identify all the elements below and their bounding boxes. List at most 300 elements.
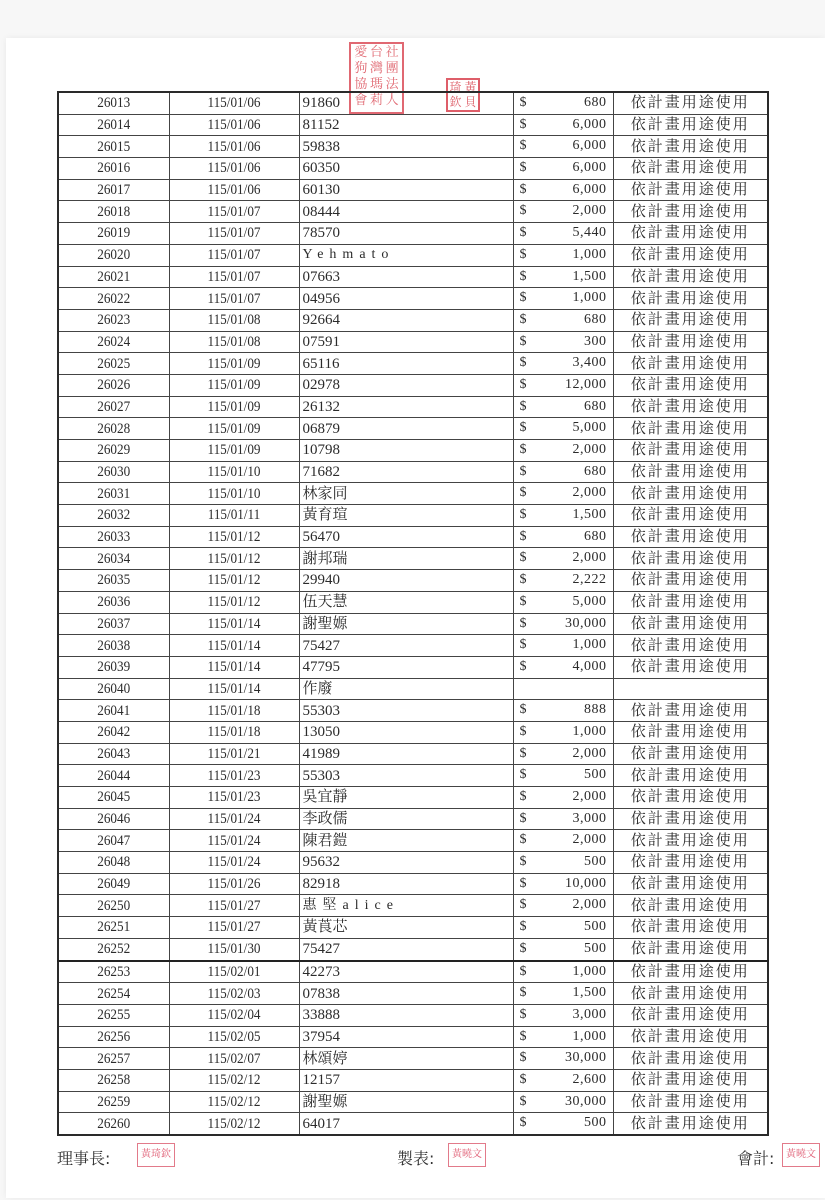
receipt-date: 115/01/18	[177, 700, 291, 722]
currency-symbol: $	[519, 1071, 527, 1087]
ledger-row	[58, 830, 768, 852]
receipt-number: 26013	[65, 92, 163, 114]
receipt-number: 26025	[65, 353, 163, 375]
receipt-date: 115/01/08	[177, 309, 291, 331]
receipt-date: 115/01/14	[177, 635, 291, 657]
receipt-number: 26026	[65, 374, 163, 396]
receipt-date: 115/01/23	[177, 787, 291, 809]
receipt-date: 115/01/12	[177, 591, 291, 613]
amount-cell	[513, 309, 613, 331]
receipt-number: 26027	[65, 396, 163, 418]
receipt-date: 115/01/18	[177, 721, 291, 743]
amount-value: 500	[584, 854, 607, 870]
ledger-row	[58, 353, 768, 375]
amount-cell	[513, 830, 613, 852]
amount-cell	[513, 787, 613, 809]
donor-name: 惠堅alice	[299, 895, 513, 917]
receipt-date: 115/01/06	[177, 158, 291, 180]
amount-cell	[513, 440, 613, 462]
ledger-row	[58, 983, 768, 1005]
currency-symbol: $	[519, 463, 527, 479]
receipt-number: 26038	[65, 635, 163, 657]
amount-cell	[513, 505, 613, 527]
receipt-date: 115/01/10	[177, 461, 291, 483]
ledger-row	[58, 1069, 768, 1091]
receipt-number: 26021	[65, 266, 163, 288]
amount-value: 680	[584, 311, 607, 327]
receipt-date: 115/01/24	[177, 852, 291, 874]
ledger-row	[58, 526, 768, 548]
receipt-date: 115/01/07	[177, 201, 291, 223]
receipt-date: 115/02/05	[177, 1026, 291, 1048]
receipt-date: 115/01/07	[177, 223, 291, 245]
currency-symbol: $	[519, 702, 527, 718]
usage-note: 依計畫用途使用	[613, 743, 768, 765]
amount-cell	[513, 223, 613, 245]
receipt-date: 115/02/01	[177, 961, 291, 983]
receipt-number: 26030	[65, 461, 163, 483]
amount-value: 1,000	[572, 637, 607, 653]
amount-value: 680	[584, 398, 607, 414]
amount-value: 12,000	[565, 376, 607, 392]
receipt-number: 26260	[65, 1113, 163, 1135]
usage-note: 依計畫用途使用	[613, 830, 768, 852]
receipt-date: 115/01/27	[177, 917, 291, 939]
ledger-row	[58, 721, 768, 743]
receipt-number: 26251	[65, 917, 163, 939]
donor-name: 92664	[299, 309, 513, 331]
currency-symbol: $	[519, 225, 527, 241]
donor-name: 60350	[299, 158, 513, 180]
amount-cell	[513, 396, 613, 418]
currency-symbol: $	[519, 116, 527, 132]
donor-name: 33888	[299, 1004, 513, 1026]
amount-value: 5,000	[572, 420, 607, 436]
amount-value: 6,000	[572, 138, 607, 154]
usage-note: 依計畫用途使用	[613, 1026, 768, 1048]
usage-note: 依計畫用途使用	[613, 570, 768, 592]
receipt-date: 115/01/14	[177, 678, 291, 700]
usage-note: 依計畫用途使用	[613, 1091, 768, 1113]
amount-cell	[513, 635, 613, 657]
ledger-row	[58, 1048, 768, 1070]
receipt-number: 26049	[65, 873, 163, 895]
ledger-row	[58, 483, 768, 505]
receipt-number: 26047	[65, 830, 163, 852]
receipt-date: 115/01/12	[177, 570, 291, 592]
receipt-number: 26016	[65, 158, 163, 180]
chair-label: 理事長:	[57, 1149, 111, 1168]
receipt-date: 115/01/09	[177, 418, 291, 440]
ledger-row	[58, 331, 768, 353]
amount-cell	[513, 201, 613, 223]
donor-name: 82918	[299, 873, 513, 895]
usage-note: 依計畫用途使用	[613, 266, 768, 288]
currency-symbol: $	[519, 1006, 527, 1022]
currency-symbol: $	[519, 985, 527, 1001]
donor-name: 13050	[299, 721, 513, 743]
ledger-row	[58, 461, 768, 483]
seal-char: 社	[385, 45, 399, 60]
currency-symbol: $	[519, 723, 527, 739]
usage-note: 依計畫用途使用	[613, 483, 768, 505]
ledger-row	[58, 1113, 768, 1135]
usage-note: 依計畫用途使用	[613, 223, 768, 245]
ledger-row	[58, 613, 768, 635]
receipt-number: 26039	[65, 656, 163, 678]
currency-symbol: $	[519, 95, 527, 110]
amount-cell	[513, 158, 613, 180]
receipt-number: 26029	[65, 440, 163, 462]
usage-note: 依計畫用途使用	[613, 721, 768, 743]
currency-symbol: $	[519, 160, 527, 176]
amount-value: 30,000	[565, 1093, 607, 1109]
ledger-row	[58, 591, 768, 613]
amount-value: 2,000	[572, 745, 607, 761]
receipt-date: 115/01/06	[177, 92, 291, 114]
receipt-number: 26036	[65, 591, 163, 613]
amount-cell	[513, 1026, 613, 1048]
receipt-number: 26014	[65, 114, 163, 136]
usage-note: 依計畫用途使用	[613, 526, 768, 548]
donor-name: 陳君鎧	[299, 830, 513, 852]
accountant-signature-stamp: 黃曉文	[782, 1143, 820, 1167]
currency-symbol: $	[519, 420, 527, 436]
amount-value: 10,000	[565, 875, 607, 891]
donor-name: 42273	[299, 961, 513, 983]
receipt-date: 115/01/09	[177, 440, 291, 462]
usage-note: 依計畫用途使用	[613, 1004, 768, 1026]
receipt-number: 26250	[65, 895, 163, 917]
receipt-date: 115/02/04	[177, 1004, 291, 1026]
donor-name: 65116	[299, 353, 513, 375]
receipt-number: 26028	[65, 418, 163, 440]
receipt-date: 115/01/11	[177, 505, 291, 527]
amount-cell	[513, 721, 613, 743]
receipt-date: 115/01/30	[177, 938, 291, 960]
receipt-date: 115/01/08	[177, 331, 291, 353]
usage-note: 依計畫用途使用	[613, 548, 768, 570]
ledger-row	[58, 158, 768, 180]
donor-name: 78570	[299, 223, 513, 245]
donor-name: 07663	[299, 266, 513, 288]
receipt-date: 115/01/23	[177, 765, 291, 787]
amount-cell	[513, 765, 613, 787]
donor-name: 60130	[299, 179, 513, 201]
receipt-number: 26257	[65, 1048, 163, 1070]
seal-char: 台	[369, 45, 383, 60]
usage-note: 依計畫用途使用	[613, 461, 768, 483]
receipt-number: 26258	[65, 1069, 163, 1091]
usage-note: 依計畫用途使用	[613, 1113, 768, 1135]
amount-cell	[513, 852, 613, 874]
amount-cell	[513, 331, 613, 353]
amount-value: 3,000	[572, 810, 607, 826]
amount-value: 1,500	[572, 985, 607, 1001]
receipt-number: 26252	[65, 938, 163, 960]
receipt-date: 115/01/14	[177, 656, 291, 678]
receipt-date: 115/01/10	[177, 483, 291, 505]
receipt-number: 26259	[65, 1091, 163, 1113]
usage-note: 依計畫用途使用	[613, 983, 768, 1005]
usage-note: 依計畫用途使用	[613, 961, 768, 983]
amount-value: 2,000	[572, 485, 607, 501]
currency-symbol: $	[519, 355, 527, 371]
donor-name: 04956	[299, 288, 513, 310]
donor-name: Yehmato	[299, 244, 513, 266]
usage-note: 依計畫用途使用	[613, 613, 768, 635]
receipt-date: 115/01/12	[177, 548, 291, 570]
usage-note: 依計畫用途使用	[613, 158, 768, 180]
donor-name: 李政儒	[299, 808, 513, 830]
receipt-date: 115/02/03	[177, 983, 291, 1005]
receipt-number: 26253	[65, 961, 163, 983]
donor-name: 37954	[299, 1026, 513, 1048]
amount-value: 6,000	[572, 116, 607, 132]
usage-note: 依計畫用途使用	[613, 201, 768, 223]
currency-symbol: $	[519, 181, 527, 197]
ledger-row	[58, 288, 768, 310]
donor-name: 26132	[299, 396, 513, 418]
amount-value: 30,000	[565, 1050, 607, 1066]
currency-symbol: $	[519, 832, 527, 848]
receipt-date: 115/01/26	[177, 873, 291, 895]
seal-char: 法	[385, 77, 399, 92]
amount-cell	[513, 461, 613, 483]
donor-name: 71682	[299, 461, 513, 483]
usage-note: 依計畫用途使用	[613, 808, 768, 830]
usage-note: 依計畫用途使用	[613, 92, 768, 114]
donor-name: 10798	[299, 440, 513, 462]
donor-name: 黃莨芯	[299, 917, 513, 939]
receipt-number: 26040	[65, 678, 163, 700]
donor-name: 75427	[299, 938, 513, 960]
donor-name: 02978	[299, 374, 513, 396]
ledger-row	[58, 418, 768, 440]
seal-char: 會	[354, 93, 368, 108]
receipt-number: 26046	[65, 808, 163, 830]
amount-cell	[513, 917, 613, 939]
amount-value: 680	[584, 463, 607, 479]
ledger-row	[58, 92, 768, 114]
preparer-label: 製表:	[397, 1149, 435, 1168]
usage-note: 依計畫用途使用	[613, 396, 768, 418]
chair-signature-stamp: 黃琦欽	[137, 1143, 175, 1167]
donor-name: 41989	[299, 743, 513, 765]
amount-cell	[513, 700, 613, 722]
donor-name: 47795	[299, 656, 513, 678]
seal-char: 愛	[354, 45, 368, 60]
currency-symbol: $	[519, 485, 527, 501]
amount-cell	[513, 1048, 613, 1070]
currency-symbol: $	[519, 810, 527, 826]
usage-note: 依計畫用途使用	[613, 331, 768, 353]
donor-name: 55303	[299, 700, 513, 722]
amount-value: 1,000	[572, 246, 607, 262]
currency-symbol: $	[519, 1028, 527, 1044]
ledger-row	[58, 223, 768, 245]
receipt-date: 115/01/09	[177, 396, 291, 418]
currency-symbol: $	[519, 875, 527, 891]
currency-symbol: $	[519, 658, 527, 674]
usage-note: 依計畫用途使用	[613, 244, 768, 266]
receipt-number: 26020	[65, 244, 163, 266]
amount-cell	[513, 983, 613, 1005]
usage-note: 依計畫用途使用	[613, 136, 768, 158]
amount-cell	[513, 1113, 613, 1135]
currency-symbol: $	[519, 897, 527, 913]
amount-value: 2,000	[572, 442, 607, 457]
receipt-date: 115/01/24	[177, 808, 291, 830]
amount-value: 680	[584, 528, 607, 544]
ledger-row	[58, 961, 768, 983]
amount-cell	[513, 591, 613, 613]
currency-symbol: $	[519, 745, 527, 761]
amount-value: 5,440	[572, 225, 607, 241]
ledger-row	[58, 808, 768, 830]
ledger-row	[58, 656, 768, 678]
receipt-date: 115/01/27	[177, 895, 291, 917]
currency-symbol: $	[519, 963, 527, 979]
donor-name: 81152	[299, 114, 513, 136]
amount-value: 4,000	[572, 658, 607, 674]
amount-value: 2,000	[572, 789, 607, 804]
amount-cell	[513, 526, 613, 548]
ledger-row	[58, 852, 768, 874]
currency-symbol: $	[519, 940, 527, 956]
receipt-number: 26254	[65, 983, 163, 1005]
ledger-row	[58, 635, 768, 657]
receipt-number: 26048	[65, 852, 163, 874]
usage-note: 依計畫用途使用	[613, 1048, 768, 1070]
usage-note: 依計畫用途使用	[613, 656, 768, 678]
receipt-date: 115/01/06	[177, 114, 291, 136]
donor-name: 作廢	[299, 678, 513, 700]
amount-cell	[513, 895, 613, 917]
seal-char: 莉	[369, 93, 383, 108]
ledger-row	[58, 938, 768, 960]
seal-char: 人	[385, 93, 399, 108]
ledger-row	[58, 505, 768, 527]
seal-char: 灣	[369, 61, 383, 76]
donor-name: 06879	[299, 418, 513, 440]
amount-value: 1,000	[572, 963, 607, 979]
ledger-row	[58, 873, 768, 895]
receipt-number: 26256	[65, 1026, 163, 1048]
currency-symbol: $	[519, 290, 527, 306]
amount-cell	[513, 656, 613, 678]
donor-name: 謝聖嫄	[299, 1091, 513, 1113]
receipt-date: 115/01/09	[177, 374, 291, 396]
seal-char: 團	[385, 61, 399, 76]
ledger-row	[58, 374, 768, 396]
donor-name: 林家同	[299, 483, 513, 505]
ledger-row	[58, 678, 768, 700]
usage-note: 依計畫用途使用	[613, 852, 768, 874]
seal-char: 欽	[449, 95, 462, 109]
amount-cell	[513, 1091, 613, 1113]
receipt-number: 26042	[65, 721, 163, 743]
amount-cell	[513, 483, 613, 505]
receipt-date: 115/01/14	[177, 613, 291, 635]
usage-note: 依計畫用途使用	[613, 873, 768, 895]
ledger-row	[58, 1026, 768, 1048]
amount-value: 1,000	[572, 723, 607, 739]
receipt-number: 26045	[65, 787, 163, 809]
currency-symbol: $	[519, 442, 527, 457]
amount-cell	[513, 374, 613, 396]
donor-name: 黃育瑄	[299, 505, 513, 527]
usage-note: 依計畫用途使用	[613, 635, 768, 657]
receipt-date: 115/01/24	[177, 830, 291, 852]
currency-symbol: $	[519, 246, 527, 262]
amount-value: 2,222	[572, 572, 607, 588]
ledger-row	[58, 548, 768, 570]
donor-name: 59838	[299, 136, 513, 158]
amount-cell	[513, 873, 613, 895]
amount-value: 2,000	[572, 832, 607, 848]
accountant-label: 會計:	[737, 1149, 775, 1168]
receipt-date: 115/01/09	[177, 353, 291, 375]
donor-name: 56470	[299, 526, 513, 548]
ledger-row	[58, 1004, 768, 1026]
amount-value: 500	[584, 940, 607, 956]
receipt-number: 26041	[65, 700, 163, 722]
amount-cell	[513, 179, 613, 201]
usage-note: 依計畫用途使用	[613, 418, 768, 440]
receipt-number: 26044	[65, 765, 163, 787]
currency-symbol: $	[519, 854, 527, 870]
usage-note: 依計畫用途使用	[613, 895, 768, 917]
amount-cell	[513, 288, 613, 310]
currency-symbol: $	[519, 919, 527, 935]
amount-value: 6,000	[572, 160, 607, 176]
receipt-number: 26017	[65, 179, 163, 201]
currency-symbol: $	[519, 1115, 527, 1131]
currency-symbol: $	[519, 311, 527, 327]
ledger-row	[58, 787, 768, 809]
donor-name: 林頌婷	[299, 1048, 513, 1070]
receipt-number: 26022	[65, 288, 163, 310]
currency-symbol: $	[519, 1050, 527, 1066]
amount-value: 1,500	[572, 507, 607, 523]
ledger-row	[58, 765, 768, 787]
amount-cell	[513, 353, 613, 375]
donor-name: 95632	[299, 852, 513, 874]
amount-cell	[513, 136, 613, 158]
usage-note: 依計畫用途使用	[613, 353, 768, 375]
receipt-number: 26019	[65, 223, 163, 245]
usage-note: 依計畫用途使用	[613, 765, 768, 787]
donor-name: 64017	[299, 1113, 513, 1135]
seal-char: 瑪	[369, 77, 383, 92]
amount-cell	[513, 1004, 613, 1026]
receipt-date: 115/01/06	[177, 136, 291, 158]
usage-note: 依計畫用途使用	[613, 374, 768, 396]
donor-name: 08444	[299, 201, 513, 223]
ledger-row	[58, 179, 768, 201]
usage-note: 依計畫用途使用	[613, 114, 768, 136]
usage-note: 依計畫用途使用	[613, 1069, 768, 1091]
receipt-date: 115/01/07	[177, 244, 291, 266]
amount-value: 500	[584, 767, 607, 783]
usage-note: 依計畫用途使用	[613, 505, 768, 527]
donation-ledger-table	[57, 91, 769, 1136]
seal-char: 琦	[449, 80, 462, 94]
ledger-row	[58, 309, 768, 331]
currency-symbol: $	[519, 398, 527, 414]
usage-note	[613, 678, 768, 700]
